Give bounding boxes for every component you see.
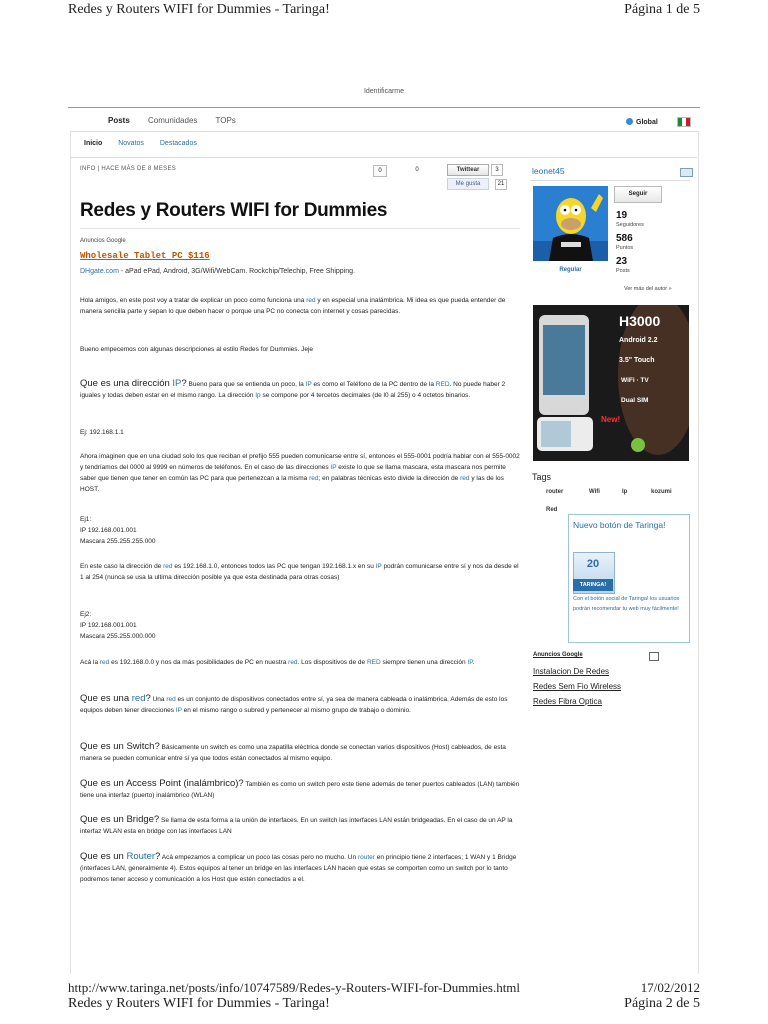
keyword-link[interactable]: IP [305,381,312,388]
promo-count: 20 [586,558,600,570]
external-ad-icon[interactable] [649,652,659,661]
text: y en especial una inalámbrica. Mi idea es que pueda entender de manera sencilla parte y sepan lo que deben hacer o porque una PC no conecta con internet y cosas parecidas. [80,297,506,315]
keyword-link[interactable]: red [309,475,319,482]
top-divider [68,107,700,108]
ad-title-link[interactable]: Wholesale Tablet PC $116 [80,251,210,261]
paragraph-start: Bueno empecemos con algunas descripciones al estilo Redes for Dummies. Jeje [80,346,314,353]
promo-title: Nuevo botón de Taringa! [573,520,666,530]
keyword-link[interactable]: router [357,854,375,861]
tweet-count: 3 [491,164,503,176]
example-block-2 [80,609,520,642]
posts-label: Posts [616,268,630,274]
text: ? [155,851,161,862]
text: Ahora imaginen que en una ciudad solo los que reciban el prefijo 555 pueden comunicarse entre sí, entonces el 555-0001 podría hablar con el 555-0002 y tendríamos del 0000 al 9999 en números de teléfonos. En el caso de las direcciones [80,453,520,471]
tag-link[interactable]: Wifi [589,489,600,495]
promo-brand: TARINGA! [573,579,613,591]
text: Que es una [80,693,132,704]
section-switch [80,741,520,764]
ads-label: Anuncios Google [80,238,126,244]
text: Acá empezamos a complicar un poco las cosas pero no mucho. Un [160,854,358,861]
text: Hola amigos, en este post voy a tratar de explicar un poco como funciona una [80,297,307,304]
text: es 192.168.0.0 y nos da más posibilidades de PC en nuestra [109,659,289,666]
text: existe lo que se llama mascara, esta mascara nos permite saber que tienen que tener en común las PC para que pertenezcan a la misma [80,464,506,482]
title-divider [80,228,520,229]
keyword-link[interactable]: IP [172,378,182,389]
posts-count: 23 [616,256,628,267]
print-header-page: Página 1 de 5 [624,2,700,17]
text: ? [181,378,187,389]
followers-label: Seguidores [616,222,644,228]
banner-line-4: Dual SIM [621,397,649,404]
keyword-link[interactable]: red [166,696,176,703]
message-icon[interactable] [680,168,693,177]
subnav-destacados[interactable]: Destacados [159,140,197,147]
paragraph-ex2 [80,657,520,668]
ad-description [80,268,355,275]
text: en el mismo rango o subred y pertenecer al mismo grupo de trabajo o dominio. [181,707,411,714]
print-footer-title: Redes y Routers WIFI for Dummies - Taringa! [68,996,330,1011]
text: se compone por 4 tercetos decimales (de l0 al 255) o 4 octetos binarios. [260,392,471,399]
keyword-link[interactable]: red [163,563,173,570]
text: . Los dispositivos de de [297,659,367,666]
text: Que es una dirección [80,378,173,389]
author-divider [530,180,690,181]
keyword-link[interactable]: RED [435,381,450,388]
section-heading [80,851,160,862]
author-username[interactable]: leonet45 [532,166,565,176]
author-rank: Regular [559,267,582,273]
ad-desc: - aPad ePad, Android, 3G/Wifi/WebCam. Rockchip/Telechip, Free Shipping. [118,268,355,275]
phone-ad-banner[interactable] [533,305,689,461]
section-ip [80,378,520,401]
section-heading: Que es un Access Point (inalámbrico)? [80,778,244,789]
section-heading [80,378,187,389]
mexico-flag-icon[interactable] [677,117,691,127]
text: Básicamente un switch es como una zapatilla eléctrica donde se conectan varios dispositivos (Host) cableados, de esta manera se pueden comunicar entre sí ya que todos están conectados al mismo equipo. [80,744,506,762]
keyword-link[interactable]: red [288,659,298,666]
text: En este caso la dirección de [80,563,164,570]
tag-link[interactable]: Ip [622,489,628,495]
text: en principio tiene 2 interfaces; 1 WAN y 1 Bridge (interfaces LAN, generalmente 4). Estos equipos al tener un bridge en las interfaces LAN hacen que estas se comporten como un switch por lo tanto podremos tener acceso y comunicación a los Host que estén conectados a el. [80,854,517,883]
banner-new: New! [601,415,621,424]
phone-ad-image-icon [533,305,689,461]
tag-link[interactable]: router [546,489,564,495]
globe-icon [626,118,633,125]
keyword-link[interactable]: red [131,693,146,704]
text: Que es un [80,851,127,862]
print-footer-date: 17/02/2012 [640,980,700,995]
banner-line-2: 3.5" Touch [619,357,655,364]
login-link[interactable]: Identificarme [363,88,405,95]
section-access-point [80,778,520,801]
text: podrán comunicarse entre sí y nos da desde el 1 al 254 (nunca se usa la ultima dirección posible ya que esta destinada para otras cosas) [80,563,519,581]
section-heading: Que es un Switch? [80,741,160,752]
text: Mascara 255.255.255.000 [80,538,156,545]
section-router [80,851,520,885]
counter-box: 0 [373,165,387,177]
text: es como el Teléfono de la PC dentro de la [311,381,436,388]
tag-link[interactable]: Red [546,507,558,513]
nav-posts[interactable]: Posts [108,116,130,125]
text: También es como un switch pero este tiene además de tener puertos cableados (LAN) también tiene una interfaz (puerto) inalámbrico (WLAN) [80,781,520,799]
tags-title: Tags [532,472,552,482]
paragraph-mask [80,451,520,495]
global-selector[interactable] [626,118,658,126]
like-button[interactable]: Me gusta [447,178,489,190]
keyword-link[interactable]: Ip [255,392,261,399]
homer-avatar-icon [533,186,608,261]
tweet-button[interactable]: Twittear [447,164,489,176]
points-count: 586 [616,233,633,244]
keyword-link[interactable]: Router [126,851,155,862]
keyword-link[interactable]: red [306,297,316,304]
sub-nav [84,140,211,147]
text: ? [145,693,151,704]
text: Ej2: [80,611,92,618]
banner-model: H3000 [619,313,661,329]
section-heading [80,693,151,704]
keyword-link[interactable]: IP [330,464,337,471]
banner-line-1: Android 2.2 [619,337,658,344]
sidebar-ads-label: Anuncios Google [533,652,583,658]
text: es 192.168.1.0, entonces todos las PC que tengan 192.168.1.x en su [172,563,376,570]
global-label: Global [636,119,658,126]
like-count: 21 [495,179,507,190]
print-footer-page: Página 2 de 5 [624,996,700,1011]
post-category: INFO | HACE MÁS DE 8 MESES [80,166,177,172]
post-title: Redes y Routers WIFI for Dummies [80,200,388,221]
banner-line-3: WiFi · TV [621,377,649,384]
text: siempre tienen una dirección [380,659,468,666]
followers-count: 19 [616,210,628,221]
section-heading: Que es un Bridge? [80,814,160,825]
text: Mascara 255.255.000.000 [80,633,156,640]
example-1: Ej: 192.168.1.1 [80,429,124,436]
subnav-novatos[interactable]: Novatos [118,140,144,147]
text: ; en palabras técnicas esto divide la dirección de [318,475,461,482]
section-red [80,693,520,716]
text: Ej1: [80,516,92,523]
keyword-link[interactable]: IP [175,707,182,714]
sidebar-ad-link[interactable]: Redes Sem Fio Wireless [533,682,622,691]
main-nav [108,116,252,125]
text: Acá la [80,659,100,666]
text: es un conjunto de dispositivos conectados entre sí, ya sea de manera cableada o inalámbrica. Además de esto los equipos deben tener direcciones [80,696,508,714]
author-avatar[interactable] [533,186,608,261]
follow-button[interactable]: Seguir [614,186,662,203]
text: IP 192.168.001.001 [80,527,137,534]
text: IP 192.168.001.001 [80,622,137,629]
keyword-link[interactable]: red [460,475,470,482]
nav-tops[interactable]: TOPs [215,116,236,125]
text: . No puede haber 2 iguales y todas deben estar en el mismo rango. La dirección [80,381,506,399]
print-footer-url: http://www.taringa.net/posts/info/10747589/Redes-y-Routers-WIFI-for-Dummies.html [68,980,521,995]
text: Una [150,696,167,703]
keyword-link[interactable]: IP [467,659,473,666]
promo-description: Con el botón social de Taringa! los usuarios podrán recomendar tu web muy fácilmente! [573,596,680,612]
text: . [472,659,475,666]
paragraph-intro [80,295,520,317]
sidebar-ad-link[interactable]: Redes Fibra Optica [533,697,602,706]
counter-box-2: 0 [415,167,419,173]
example-block-1 [80,514,520,547]
ad-link[interactable]: DHgate.com [80,268,119,275]
keyword-link[interactable]: red [99,659,110,666]
text: y las de los HOST. [80,475,504,493]
print-header-title: Redes y Routers WIFI for Dummies - Taringa! [68,2,330,17]
text: Bueno para que se entienda un poco, la [186,381,306,388]
sidebar-ad-link[interactable]: Instalacion De Redes [533,667,610,676]
subnav-divider [70,157,697,158]
section-bridge [80,814,520,837]
nav-comunidades[interactable]: Comunidades [148,116,198,125]
points-label: Puntos [616,245,634,251]
keyword-link[interactable]: RED [366,659,381,666]
tag-link[interactable]: kozumi [651,489,672,495]
subnav-inicio[interactable]: Inicio [84,140,103,147]
text: Se llama de esta forma a la unión de interfaces. En un switch las interfaces LAN están bridgeadas. En el caso de un AP la interfaz WLAN esta en bridge con las interfaces LAN [80,817,513,835]
paragraph-ex1 [80,561,520,583]
keyword-link[interactable]: IP [375,563,382,570]
more-from-author-link[interactable]: Ver más del autor » [624,286,672,292]
